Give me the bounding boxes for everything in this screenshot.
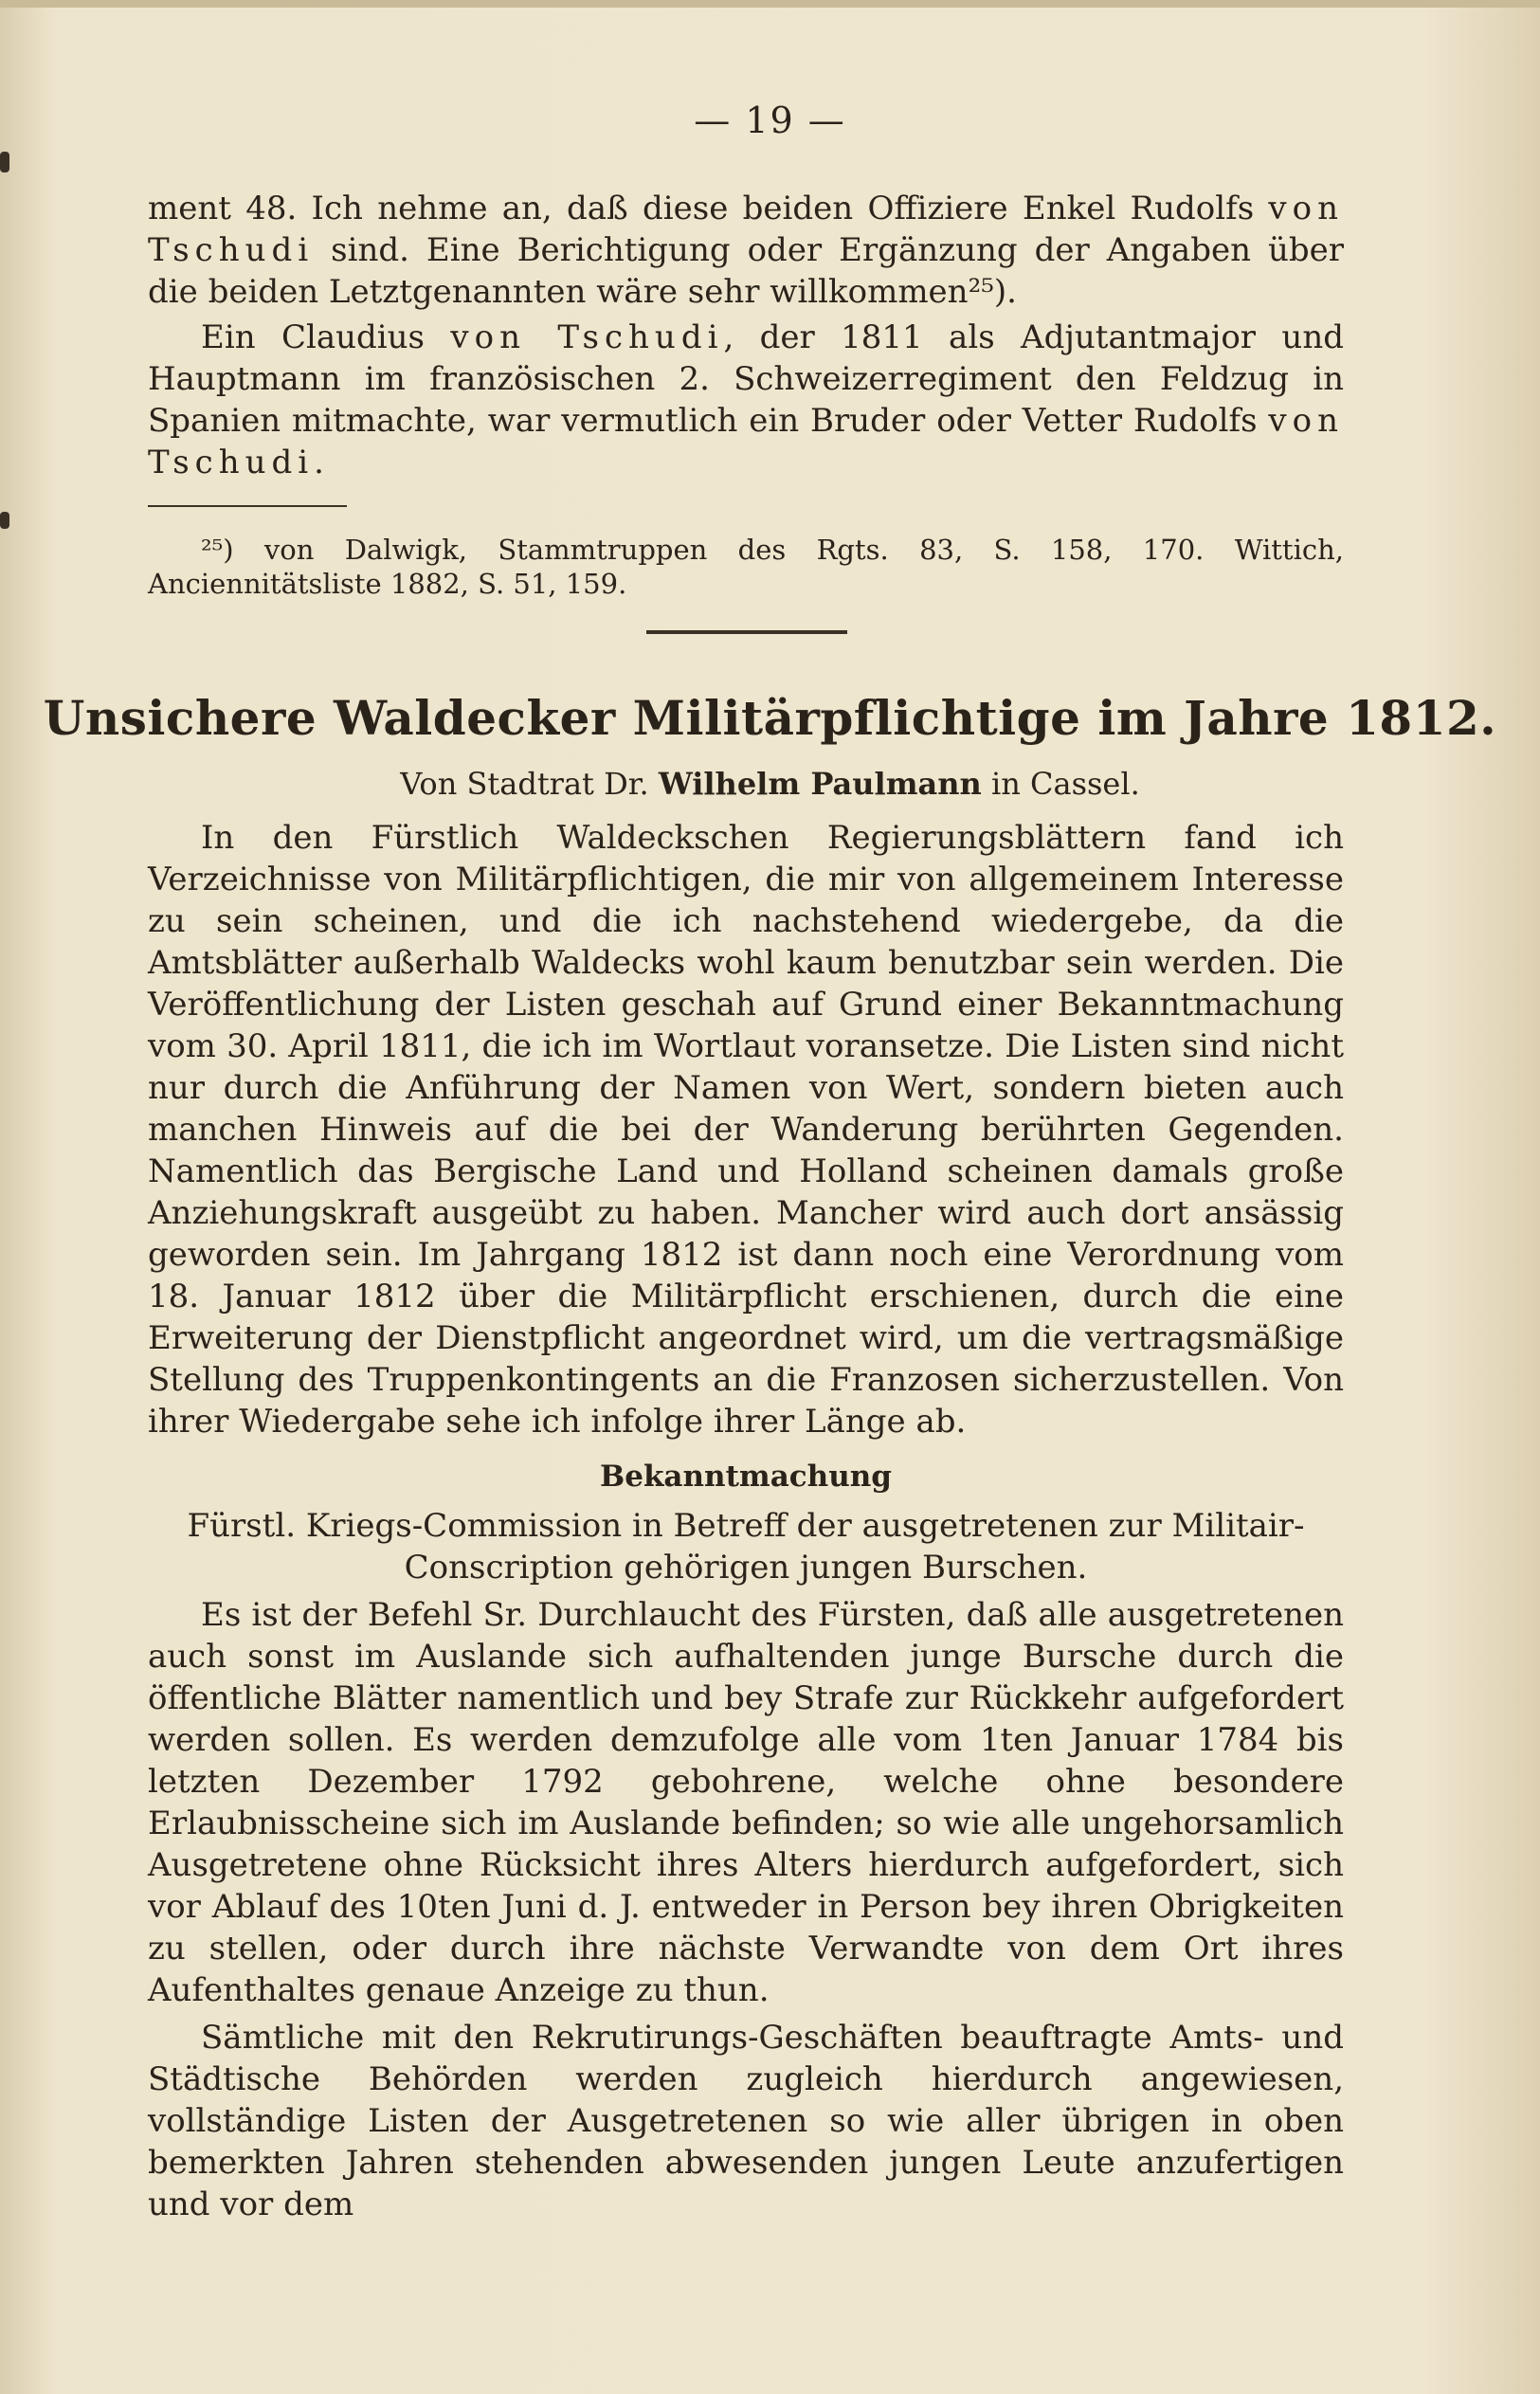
paragraph: [148, 317, 1344, 483]
paragraph: [148, 188, 1344, 313]
notice-header-line2: Conscription gehörigen jungen Burschen.: [404, 1549, 1088, 1587]
notice-paragraph: Es ist der Befehl Sr. Durchlaucht des Fürsten, daß alle ausgetretenen auch sonst im Auslande sich aufhaltenden junge Bursche durch die öffentliche Blätter namentlich und bey Strafe zur Rückkehr aufgefordert werden sollen. Es werden demzufolge alle vom 1ten Januar 1784 bis letzten Dezember 1792 gebohrene, welche ohne besondere Erlaubnisscheine sich im Auslande befinden; so wie alle ungehorsamlich Ausgetretene ohne Rücksicht ihres Alters hierdurch aufgefordert, sich vor Ablauf des 10ten Juni d. J. entweder in Person bey ihren Obrigkeiten zu stellen, oder durch ihre nächste Verwandte von dem Ort ihres Aufenthaltes genaue Anzeige zu thun.: [148, 1596, 1344, 2009]
section-divider: [646, 630, 847, 634]
spaced-name: von Tschudi.: [148, 402, 1344, 481]
spaced-name: von Tschudi: [148, 190, 1344, 269]
body-paragraph: In den Fürstlich Waldeckschen Regierungsblättern fand ich Verzeichnisse von Militärpflichtigen, die mir von allgemeinem Interesse zu sein scheinen, und die ich nachstehend wiedergebe, da die Amtsblätter außerhalb Waldecks wohl kaum benutzbar sein werden. Die Veröffentlichung der Listen geschah auf Grund einer Bekanntmachung vom 30. April 1811, die ich im Wortlaut voransetze. Die Listen sind nicht nur durch die Anführung der Namen von Wert, sondern bieten auch manchen Hinweis auf die bei der Wanderung berührten Gegenden. Namentlich das Bergische Land und Holland scheinen damals große Anziehungskraft ausgeübt zu haben. Mancher wird auch dort ansässig geworden sein. Im Jahrgang 1812 ist dann noch eine Verordnung vom 18. Januar 1812 über die Militärpflicht erschienen, durch die eine Erweiterung der Dienstpflicht angeordnet wird, um die vertragsmäßige Stellung des Truppenkontingents an die Franzosen sicherzustellen. Von ihrer Wiedergabe sehe ich infolge ihrer Länge ab.: [148, 819, 1344, 1441]
page-number: — 19 —: [694, 100, 846, 141]
footnote-rule: [148, 505, 347, 507]
notice-header-line1: Fürstl. Kriegs-Commission in Betreff der ausgetretenen zur Militair-: [187, 1507, 1305, 1545]
ink-mark: [0, 152, 9, 172]
byline-prefix: Von Stadtrat Dr.: [400, 766, 649, 802]
page-edge: [0, 0, 1540, 8]
top-section: [148, 188, 1344, 483]
text: ment 48. Ich nehme an, daß diese beiden Offiziere Enkel Rudolfs: [148, 190, 1255, 227]
footnote-block: [148, 533, 1344, 601]
spaced-name: von Tschudi: [450, 318, 724, 356]
text: , der 1811 als Adjutantmajor und Hauptmann im französischen 2. Schweizerregiment den Feldzug in Spanien mitmachte, war vermutlich ein Bruder oder Vetter Rudolfs: [148, 318, 1344, 440]
ink-mark: [0, 512, 9, 529]
section-heading: Bekanntmachung: [600, 1460, 892, 1494]
footnote: ²⁵) von Dalwigk, Stammtruppen des Rgts. 83, S. 158, 170. Wittich, Anciennitätsliste 1882, S. 51, 159.: [148, 534, 1344, 600]
article-body: [148, 817, 1344, 2225]
article-title: Unsichere Waldecker Militärpflichtige im Jahre 1812.: [43, 690, 1497, 746]
author-name: Wilhelm Paulmann: [658, 766, 982, 802]
byline: [0, 766, 1540, 802]
text: Ein Claudius: [201, 318, 426, 356]
byline-suffix: in Cassel.: [990, 766, 1140, 802]
text: sind. Eine Berichtigung oder Ergänzung der Angaben über die beiden Letztgenannten wäre sehr willkommen²⁵).: [148, 231, 1344, 311]
notice-paragraph: Sämtliche mit den Rekrutirungs-Geschäften beauftragte Amts- und Städtische Behörden werden zugleich hierdurch angewiesen, vollständige Listen der Ausgetretenen so wie aller übrigen in oben bemerkten Jahren stehenden abwesenden jungen Leute anzufertigen und vor dem: [148, 2019, 1344, 2223]
